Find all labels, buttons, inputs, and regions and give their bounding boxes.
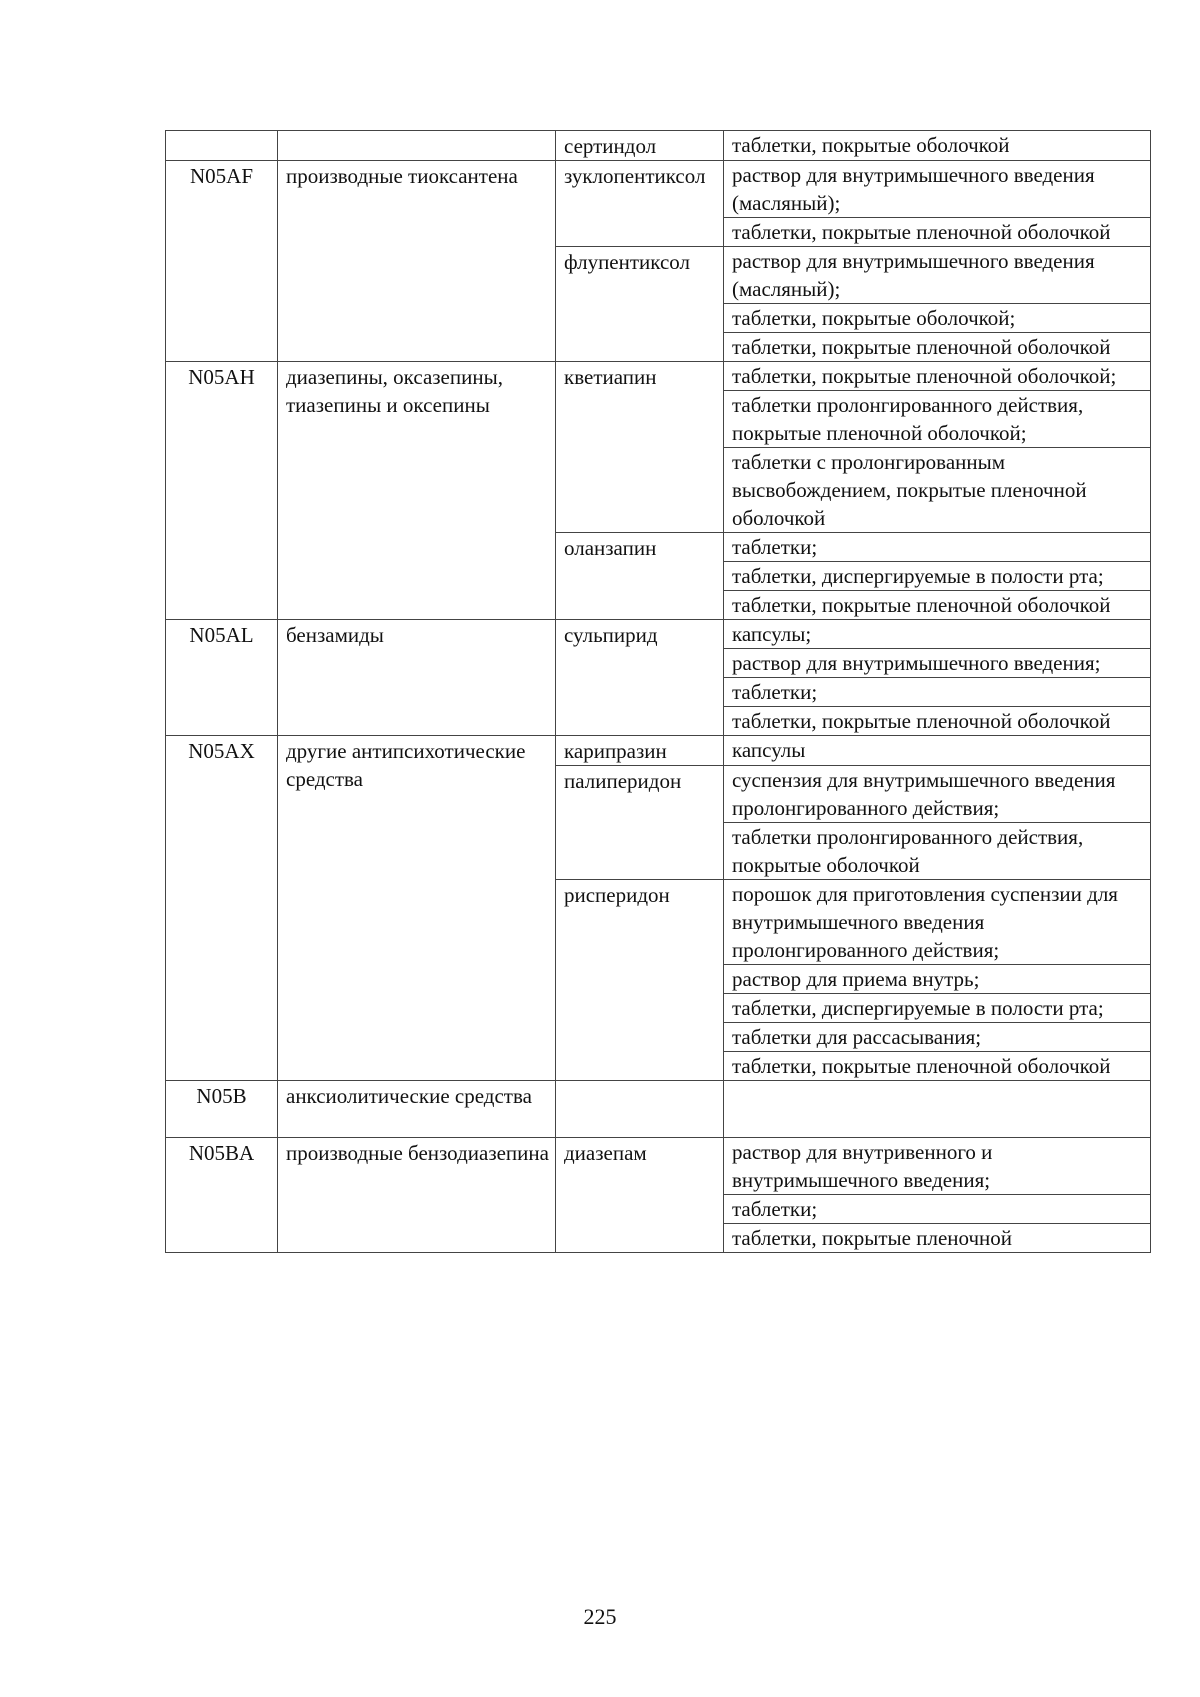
dosage-form: капсулы: [732, 738, 806, 762]
drug-name-cell: [556, 1081, 724, 1138]
dosage-form: таблетки с пролонгированным высвобождением, покрытые пленочной оболочкой: [732, 450, 1087, 530]
group-name-cell: производные бензодиазепина: [278, 1138, 556, 1253]
group-name-cell: анксиолитические средства: [278, 1081, 556, 1138]
dosage-form: таблетки;: [724, 533, 1150, 562]
dosage-form: таблетки;: [724, 1195, 1150, 1224]
table-row: [166, 161, 1151, 247]
dosage-form: раствор для внутривенного и внутримышечного введения;: [724, 1138, 1150, 1195]
table-body: [166, 131, 1151, 1253]
dosage-form: таблетки для рассасывания;: [724, 1023, 1150, 1052]
drug-name-cell: сертиндол: [556, 131, 724, 161]
group-name-cell: [278, 131, 556, 161]
dosage-form: капсулы;: [724, 620, 1150, 649]
dosage-forms-cell: [724, 1138, 1151, 1253]
dosage-form: суспензия для внутримышечного введения пролонгированного действия;: [724, 766, 1150, 823]
atc-code-cell: N05AF: [166, 161, 278, 362]
page-number: 225: [583, 1604, 617, 1629]
dosage-form: таблетки, покрытые оболочкой: [732, 133, 1010, 157]
dosage-form: таблетки, покрытые пленочной оболочкой: [732, 1054, 1111, 1078]
drug-name-cell: кветиапин: [556, 362, 724, 533]
dosage-forms-cell: [724, 362, 1151, 533]
dosage-form: таблетки, покрытые оболочкой;: [724, 304, 1150, 333]
dosage-forms-cell: [724, 766, 1151, 880]
table-row: [166, 736, 1151, 766]
dosage-forms-cell: [724, 533, 1151, 620]
drug-name-cell: карипразин: [556, 736, 724, 766]
dosage-forms-cell: [724, 161, 1151, 247]
empty-cell: [724, 1081, 1150, 1137]
drug-name-cell: диазепам: [556, 1138, 724, 1253]
dosage-form: таблетки, покрытые пленочной оболочкой: [732, 220, 1111, 244]
dosage-form: таблетки пролонгированного действия, покрытые оболочкой: [732, 825, 1084, 877]
dosage-form: таблетки, покрытые пленочной оболочкой: [732, 335, 1111, 359]
atc-code-cell: N05B: [166, 1081, 278, 1138]
drug-name-cell: палиперидон: [556, 766, 724, 880]
table-row: [166, 131, 1151, 161]
drug-name-cell: рисперидон: [556, 880, 724, 1081]
dosage-form: таблетки;: [724, 678, 1150, 707]
dosage-form: таблетки, покрытые пленочной оболочкой: [732, 709, 1111, 733]
drug-name-cell: флупентиксол: [556, 247, 724, 362]
table-row: [166, 1138, 1151, 1253]
dosage-form: таблетки, диспергируемые в полости рта;: [724, 562, 1150, 591]
table-row: [166, 362, 1151, 533]
dosage-form: таблетки, покрытые пленочной оболочкой: [732, 593, 1111, 617]
dosage-forms-cell: [724, 880, 1151, 1081]
group-name-cell: бензамиды: [278, 620, 556, 736]
drug-name-cell: зуклопентиксол: [556, 161, 724, 247]
drug-name-cell: сульпирид: [556, 620, 724, 736]
drug-table: [165, 130, 1151, 1253]
dosage-forms-cell: [724, 131, 1151, 161]
dosage-form: таблетки, покрытые пленочной: [732, 1226, 1013, 1250]
dosage-form: раствор для внутримышечного введения (масляный);: [724, 247, 1150, 304]
dosage-forms-cell: [724, 736, 1151, 766]
dosage-form: раствор для внутримышечного введения;: [724, 649, 1150, 678]
dosage-form: таблетки, покрытые пленочной оболочкой;: [724, 362, 1150, 391]
dosage-form: раствор для внутримышечного введения (масляный);: [724, 161, 1150, 218]
atc-code-cell: N05BA: [166, 1138, 278, 1253]
dosage-forms-cell: [724, 247, 1151, 362]
group-name-cell: диазепины, оксазепины, тиазепины и оксепины: [278, 362, 556, 620]
dosage-forms-cell: [724, 620, 1151, 736]
group-name-cell: производные тиоксантена: [278, 161, 556, 362]
dosage-form: таблетки, диспергируемые в полости рта;: [724, 994, 1150, 1023]
drug-name-cell: оланзапин: [556, 533, 724, 620]
atc-code-cell: N05AL: [166, 620, 278, 736]
dosage-form: таблетки пролонгированного действия, покрытые пленочной оболочкой;: [724, 391, 1150, 448]
table-row: [166, 620, 1151, 736]
dosage-form: порошок для приготовления суспензии для внутримышечного введения пролонгированного действия;: [724, 880, 1150, 965]
table-row: [166, 1081, 1151, 1138]
atc-code-cell: N05AH: [166, 362, 278, 620]
atc-code-cell: N05AX: [166, 736, 278, 1081]
dosage-form: раствор для приема внутрь;: [724, 965, 1150, 994]
group-name-cell: другие антипсихотические средства: [278, 736, 556, 1081]
dosage-forms-cell: [724, 1081, 1151, 1138]
atc-code-cell: [166, 131, 278, 161]
